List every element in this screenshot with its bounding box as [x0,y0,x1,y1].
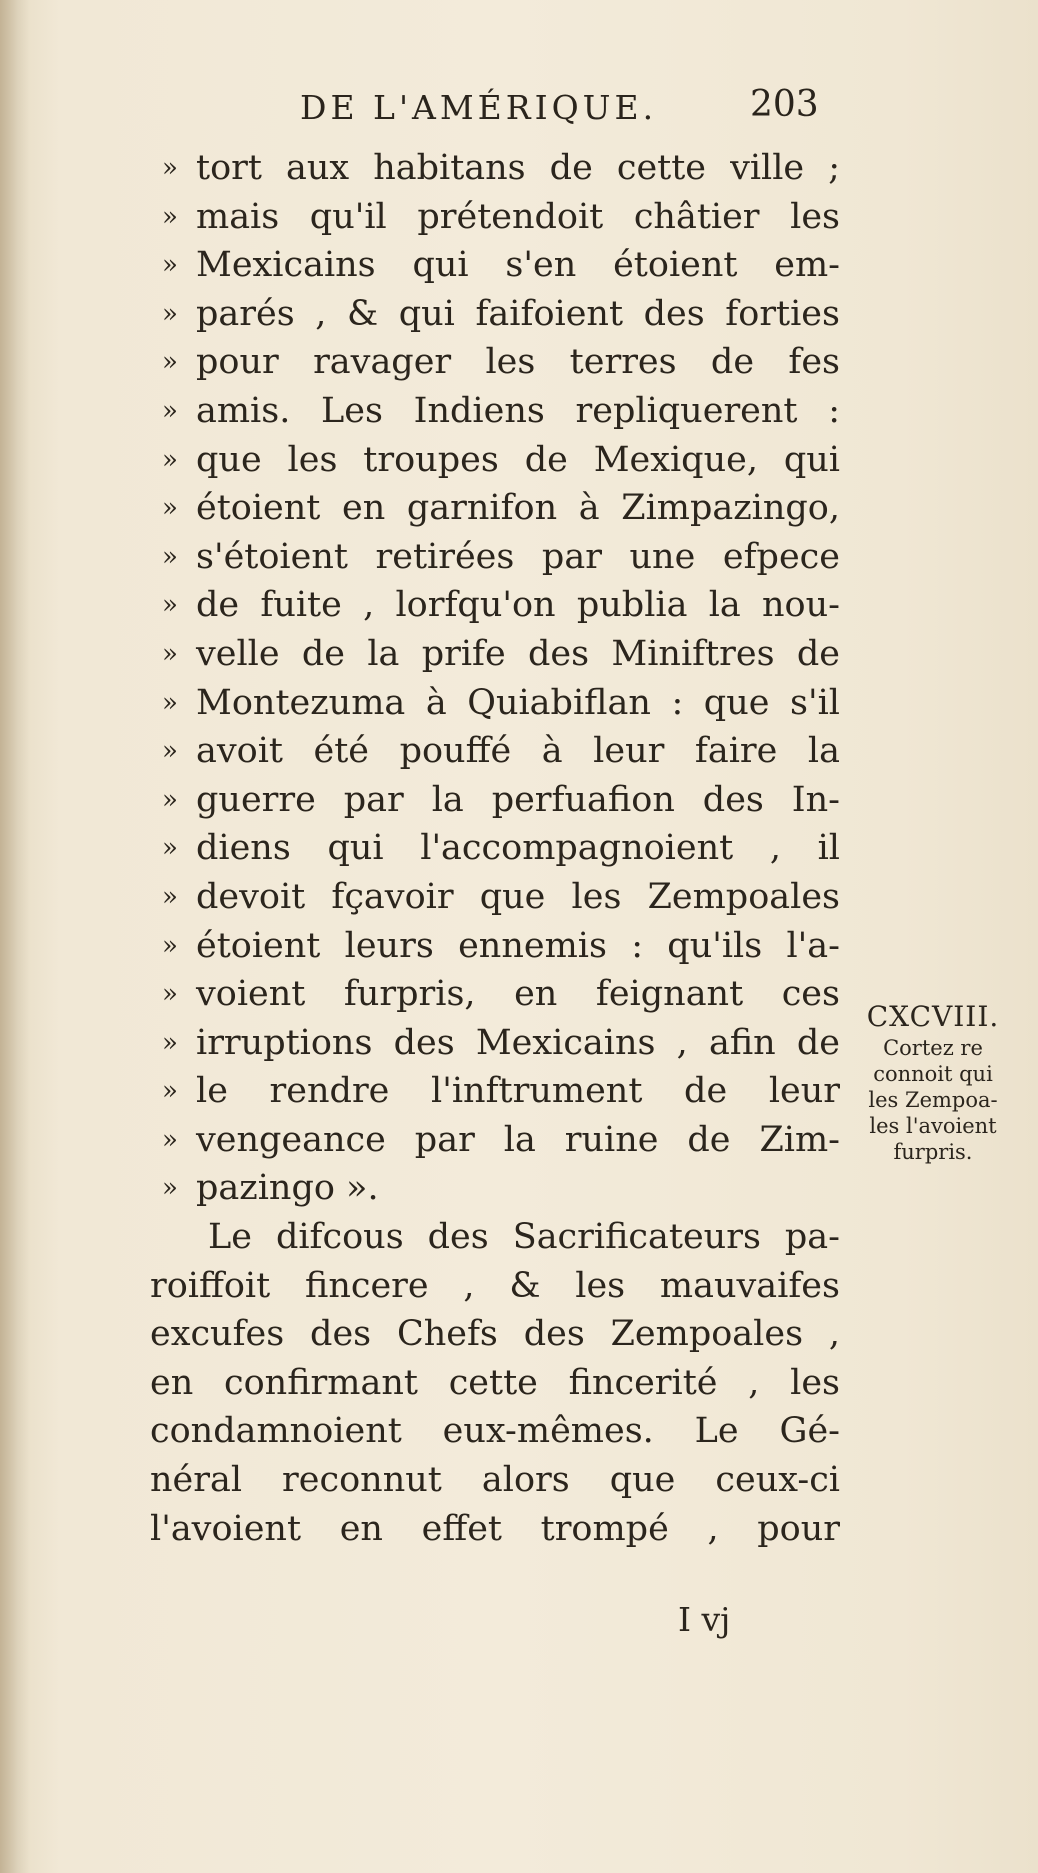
text-line [150,679,840,728]
text-line: condamnoient eux-mêmes. Le Gé- [150,1411,840,1452]
line-text: Mexicains qui s'en étoient em- [196,245,840,286]
marginal-note [848,1000,1018,1165]
text-line [150,338,840,387]
quote-mark: » [162,638,178,669]
line-text: guerre par la perfuafion des In- [196,779,840,820]
quote-mark: » [162,590,178,621]
marginal-note-number: CXCVIII. [866,1000,1000,1033]
marginal-note-lines [848,1035,1018,1165]
gutter-shadow [0,0,30,1873]
text-line [150,241,840,290]
quote-mark: » [162,784,178,815]
marginal-note-line: furpris. [893,1140,973,1164]
text-line: roiffoit fincere , & les mauvaifes [150,1265,840,1306]
quote-mark: » [162,1027,178,1058]
text-line: en confirmant cette fincerité , les [150,1362,840,1403]
line-text: le rendre l'inftrument de leur [196,1071,840,1112]
line-text: étoient leurs ennemis : qu'ils l'a- [196,925,840,966]
line-text: pour ravager les terres de fes [196,342,840,383]
page-number: 203 [750,84,819,125]
quote-mark: » [162,250,178,281]
quote-mark: » [162,833,178,864]
line-text: de fuite , lorfqu'on publia la nou- [196,585,840,626]
text-line [150,970,840,1019]
text-line: Le difcous des Sacrificateurs pa- [208,1217,840,1258]
line-text: avoit été pouffé à leur faire la [196,731,840,772]
text-line: excufes des Chefs des Zempoales , [150,1314,840,1355]
quote-mark: » [162,1173,178,1204]
text-line [150,193,840,242]
text-line [150,387,840,436]
line-text: devoit fçavoir que les Zempoales [196,876,840,917]
text-line: l'avoient en effet trompé , pour [150,1508,840,1549]
text-line [150,1164,840,1213]
line-text: voient furpris, en feignant ces [196,974,840,1015]
quote-mark: » [162,201,178,232]
quote-mark: » [162,298,178,329]
line-text: amis. Les Indiens repliquerent : [196,390,840,431]
line-text: Montezuma à Quiabiflan : que s'il [196,682,840,723]
quote-mark: » [162,1124,178,1155]
quote-mark: » [162,444,178,475]
quote-mark: » [162,395,178,426]
text-line [150,776,840,825]
quoted-block [150,144,840,1213]
body-text [150,144,840,1553]
line-text: mais qu'il prétendoit châtier les [196,196,840,237]
text-line [150,1116,840,1165]
text-line [150,1067,840,1116]
text-line: néral reconnut alors que ceux-ci [150,1460,840,1501]
text-line [150,1019,840,1068]
text-line [150,533,840,582]
text-line [150,290,840,339]
marginal-note-line: les l'avoient [869,1114,997,1138]
line-text: que les troupes de Mexique, qui [196,439,840,480]
line-text: pazingo ». [196,1168,379,1209]
quote-mark: » [162,687,178,718]
quote-mark: » [162,153,178,183]
line-text: parés , & qui faifoient des forties [196,293,840,334]
line-text: étoient en garnifon à Zimpazingo, [196,488,840,529]
paragraph-block [150,1213,840,1553]
line-text: irruptions des Mexicains , afin de [196,1022,840,1063]
quote-mark: » [162,736,178,767]
text-line [150,922,840,971]
marginal-note-line: Cortez re [883,1036,983,1060]
text-line [150,436,840,485]
text-line [150,581,840,630]
line-text: diens qui l'accompagnoient , il [196,828,840,869]
quote-mark: » [162,1076,178,1107]
quote-mark: » [162,347,178,378]
text-line [150,727,840,776]
line-text: s'étoient retirées par une efpece [196,536,840,577]
marginal-note-line: connoit qui [873,1062,993,1086]
line-text: velle de la prife des Miniftres de [196,633,840,674]
text-line [150,824,840,873]
quote-mark: » [162,930,178,961]
catchword: I vj [678,1600,731,1639]
text-line [150,484,840,533]
text-line [150,873,840,922]
line-text: tort aux habitans de cette ville ; [196,148,840,188]
running-head: DE L'AMÉRIQUE. [300,88,658,127]
quote-mark: » [162,881,178,912]
marginal-note-line: les Zempoa- [868,1088,998,1112]
text-line [150,630,840,679]
quote-mark: » [162,541,178,572]
text-line [150,144,840,193]
quote-mark: » [162,979,178,1010]
quote-mark: » [162,493,178,524]
line-text: vengeance par la ruine de Zim- [196,1119,840,1160]
